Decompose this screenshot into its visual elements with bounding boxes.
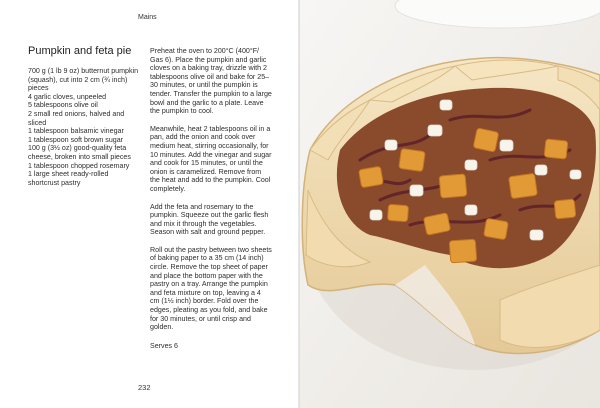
section-label: Mains: [138, 14, 157, 21]
pie-photo: [300, 0, 600, 408]
ingredient-item: 4 garlic cloves, unpeeled: [28, 92, 107, 101]
ingredient-item: 1 tablespoon soft brown sugar: [28, 135, 124, 144]
method-step: Meanwhile, heat 2 tablespoons oil in a pan, add the onion and cook over medium heat, stirring occasionally, for 10 minutes. Add the vinegar and sugar and cook for 15 minutes, or until the onion is caramelized. Remove from the heat and add to the pumpkin. Cool completely.: [150, 124, 272, 193]
pie-photo-icon: [300, 0, 600, 408]
ingredient-item: 2 small red onions, halved and sliced: [28, 109, 125, 127]
ingredient-item: 700 g (1 lb 9 oz) butternut pumpkin (squash), cut into 2 cm (¾ inch) pieces: [28, 67, 139, 93]
ingredient-item: 5 tablespoons olive oil: [28, 101, 98, 110]
page-number: 232: [138, 383, 151, 392]
method-step: Add the feta and rosemary to the pumpkin. Squeeze out the garlic flesh and mix it through the vegetables. Season with salt and ground pepper.: [150, 202, 269, 237]
ingredient-item: 1 large sheet ready-rolled shortcrust pastry: [28, 170, 109, 187]
serves-text: Serves 6: [150, 341, 178, 350]
recipe-title: Pumpkin and feta pie: [28, 45, 132, 57]
method-step: Preheat the oven to 200°C (400°F/ Gas 6). Place the pumpkin and garlic cloves on a baking tray, drizzle with 2 tablespoons olive oil and bake for 25–30 minutes, or until the pumpkin is tender. Transfer the pumpkin to a large bowl and the garlic to a plate. Leave the pumpkin to cool.: [150, 47, 272, 116]
method-step: Roll out the pastry between two sheets of baking paper to a 35 cm (14 inch) circle. Remove the top sheet of paper and place the bottom paper with the pastry on a tray. Arrange the pumpkin and feta mixture on top, leaving a 4 cm (1½ inch) border. Fold over the edges, pleating as you fold, and bake for 30 minutes, or until crisp and golden.: [150, 245, 272, 332]
ingredient-item: 1 tablespoon balsamic vinegar: [28, 127, 124, 136]
ingredients-list: [28, 67, 140, 187]
ingredient-item: 100 g (3½ oz) good-quality feta cheese, broken into small pieces: [28, 144, 131, 161]
ingredient-item: 1 tablespoon chopped rosemary: [28, 161, 130, 170]
method-text: [150, 47, 272, 359]
